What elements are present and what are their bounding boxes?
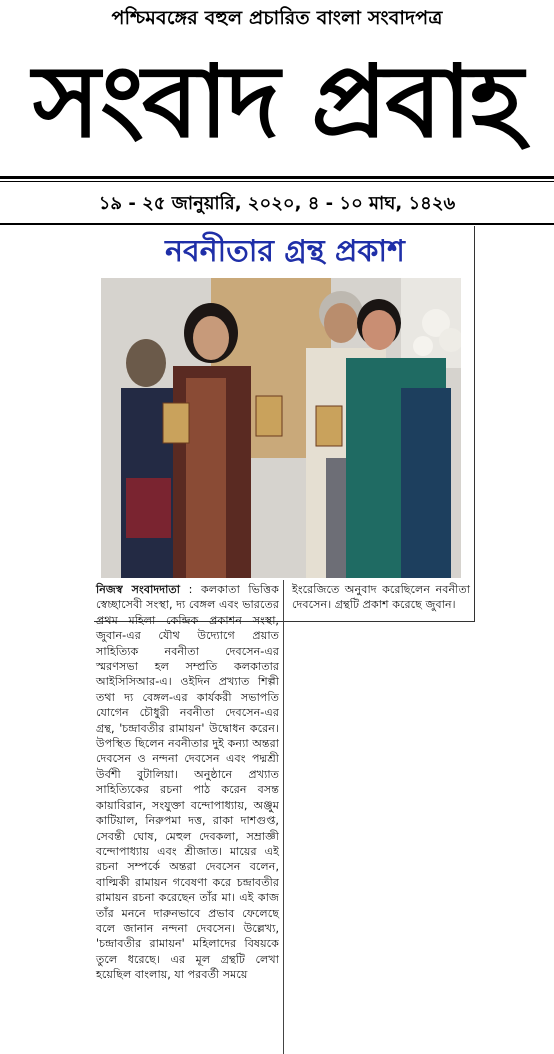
article-photo [101,278,461,578]
article-body-text: : কলকাতা ভিত্তিক স্বেচ্ছাসেবী সংস্থা, দ্য বেঙ্গল এবং ভারতের প্রথম মহিলা কেন্দ্রিক প্রকাশন সংস্থা, জুবান-এর যৌথ উদ্যোগে প্রয়াত সাহিত্যিক নবনীতা দেবসেন-এর স্মরণসভা হল সম্প্রতি কলকাতার আইসিসিআর-এ। ওইদিন প্রখ্যাত শিল্পী তথা দ্য বেঙ্গল-এর কার্যকরী সভাপতি যোগেন চৌধুরী নবনীতা দেবসেন-এর গ্রন্থ, 'চন্দ্রাবতীর রামায়ন' উদ্বোধন করেন। উপস্থিত ছিলেন নবনীতার দুই কন্যা অন্তরা দেবসেন ও নন্দনা দেবসেন এবং পদ্মশ্রী উর্বশী বুটালিয়া। অনুষ্ঠানে প্রখ্যাত সাহিত্যিকের রচনা পাঠ করেন বসন্ত কায়াবিরান, সংযুক্তা বন্দোপাধ্যায়, অঞ্জুম কাটিয়াল, নিরুপমা দত্ত, রাকা দাশগুপ্ত, সেবন্তী ঘোষ, মেহুল দেবকলা, সম্রাজ্ঞী বন্দোপাধ্যায় এবং শ্রীজাত। মায়ের এই রচনা সম্পর্কে অন্তরা দেবসেন বলেন, বাল্মিকী রামায়ন গবেষণা করে চন্দ্রাবতীর রামায়ন রচনা করেছেন তাঁর মা। এই কাজ তাঁর মননে দারুনভাবে প্রভাব ফেলেছে বলে জানান নন্দনা দেবসেন। উল্লেখ্য, 'চন্দ্রাবতীর রামায়ন' মহিলাদের বিষয়কে তুলে ধরেছে। এর মূল গ্রন্থটি লেখা হয়েছিল বাংলায়, যা পরবর্তী সময়ে [96,583,279,982]
newspaper-masthead-title: সংবাদ প্রবাহ [32,42,522,160]
masthead-tagline: পশ্চিমবঙ্গের বহুল প্রচারিত বাংলা সংবাদপত্র [111,7,443,29]
article-body-column [92,580,284,1054]
dateline-rule [0,223,554,225]
book-launch-photo-illustration [101,278,461,578]
masthead-rule [0,176,554,179]
article-body [92,580,283,983]
article-headline: নবনীতার গ্রন্থ প্রকাশ [165,234,405,269]
article-continuation: ইংরেজিতে অনুবাদ করেছিলেন নবনীতা দেবসেন। গ্রন্থটি প্রকাশ করেছে জুবান। [292,583,470,612]
masthead-rule-thin [0,181,554,182]
article-byline: নিজস্ব সংবাদদাতা [96,583,180,596]
issue-dateline: ১৯ - ২৫ জানুয়ারি, ২০২০, ৪ - ১০ মাঘ, ১৪২৬ [98,193,456,214]
